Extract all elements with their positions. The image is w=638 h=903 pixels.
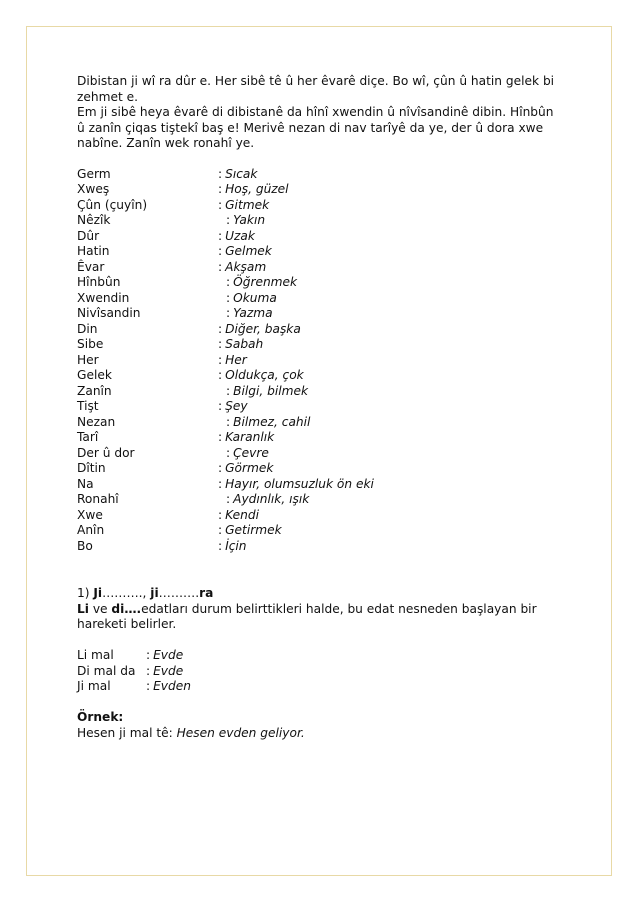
- vocab-row: [77, 523, 557, 539]
- vocab-row: [77, 167, 557, 183]
- vocab-definition: [218, 430, 274, 446]
- example-term: Li mal: [77, 648, 114, 662]
- example-title: Örnek:: [77, 710, 124, 724]
- vocab-row: [77, 508, 557, 524]
- vocab-term: Tarî: [77, 430, 99, 444]
- vocab-translation: Getirmek: [225, 523, 282, 537]
- vocab-separator: :: [218, 352, 223, 367]
- vocab-row: [77, 415, 557, 431]
- vocab-term: Êvar: [77, 259, 105, 274]
- vocab-definition: [218, 353, 247, 369]
- example-block: [77, 710, 557, 741]
- example-term: Ji mal: [77, 679, 111, 693]
- vocab-term: Xwe: [77, 507, 103, 522]
- example-translation: Evden: [153, 679, 191, 693]
- vocab-term: Nivîsandin: [77, 306, 141, 320]
- vocab-row: [77, 430, 557, 446]
- intro-line: zehmet e.: [77, 89, 139, 104]
- vocab-definition: [226, 213, 265, 229]
- vocab-definition: [226, 446, 269, 462]
- vocab-translation: Yazma: [233, 306, 273, 320]
- vocab-separator: :: [218, 538, 223, 553]
- vocab-separator: :: [226, 414, 231, 429]
- vocab-row: [77, 353, 557, 369]
- vocab-definition: [218, 461, 273, 477]
- vocab-translation: Her: [225, 352, 247, 367]
- vocab-separator: :: [226, 275, 231, 289]
- vocab-row: [77, 368, 557, 384]
- vocab-definition: [218, 244, 272, 260]
- vocab-definition: [226, 291, 277, 307]
- vocab-definition: [226, 492, 309, 508]
- vocabulary-list: [77, 167, 557, 555]
- vocab-definition: [218, 229, 255, 245]
- vocab-term: Çûn (çuyîn): [77, 197, 148, 212]
- vocab-term: Gelek: [77, 368, 112, 382]
- intro-line: Em ji sibê heya êvarê di dibistanê da hînî xwendin û nîvîsandinê dibin. Hînbûn: [77, 105, 554, 119]
- vocab-separator: :: [218, 523, 223, 537]
- intro-line: Dibistan ji wî ra dûr e. Her sibê tê û her êvarê diçe. Bo wî, çûn û hatin gelek bi: [77, 74, 555, 88]
- example-separator: :: [146, 679, 151, 693]
- vocab-definition: [218, 368, 304, 384]
- vocab-separator: :: [226, 213, 231, 227]
- example-row: [77, 648, 557, 664]
- vocab-translation: Uzak: [225, 228, 255, 243]
- vocab-row: [77, 461, 557, 477]
- vocab-translation: Hoş, güzel: [225, 182, 289, 196]
- vocab-term: Her: [77, 352, 99, 367]
- vocab-definition: [218, 322, 301, 338]
- vocab-term: Zanîn: [77, 383, 112, 398]
- vocab-row: [77, 213, 557, 229]
- grammar-section: [77, 586, 557, 741]
- vocab-row: [77, 306, 557, 322]
- vocab-separator: :: [218, 399, 223, 413]
- vocab-row: [77, 384, 557, 400]
- vocab-definition: [218, 167, 257, 183]
- section-description: Li ve di….edatları durum belirttikleri halde, bu edat nesneden başlayan bir: [77, 601, 537, 616]
- vocab-translation: İçin: [225, 538, 247, 553]
- vocab-row: [77, 275, 557, 291]
- vocab-term: Din: [77, 321, 98, 336]
- example-translation: Evde: [153, 648, 184, 662]
- vocab-definition: [226, 306, 273, 322]
- example-list: [77, 648, 557, 695]
- vocab-row: [77, 477, 557, 493]
- vocab-row: [77, 337, 557, 353]
- vocab-translation: Sabah: [225, 337, 264, 351]
- intro-line: û zanîn çiqas tiştekî baş e! Merivê nezan di nav tarîyê da ye, der û dora xwe: [77, 120, 544, 135]
- vocab-separator: :: [218, 244, 223, 258]
- vocab-translation: Gitmek: [225, 197, 270, 212]
- vocab-separator: :: [218, 197, 223, 212]
- vocab-row: [77, 322, 557, 338]
- vocab-separator: :: [218, 461, 223, 475]
- vocab-term: Xweş: [77, 182, 110, 196]
- example-definition: [146, 679, 191, 695]
- vocab-term: Xwendin: [77, 290, 130, 305]
- vocab-term: Anîn: [77, 523, 105, 537]
- vocab-translation: Görmek: [225, 461, 274, 475]
- vocab-term: Hatin: [77, 244, 110, 258]
- vocab-term: Der û dor: [77, 445, 135, 460]
- vocab-translation: Yakın: [233, 213, 266, 227]
- vocab-translation: Okuma: [233, 290, 277, 305]
- vocab-translation: Çevre: [233, 445, 269, 460]
- example-translation: Evde: [153, 663, 184, 678]
- vocab-translation: Şey: [225, 399, 248, 413]
- vocab-separator: :: [218, 166, 223, 181]
- vocab-row: [77, 229, 557, 245]
- intro-line: nabîne. Zanîn wek ronahî ye.: [77, 136, 255, 150]
- vocab-row: [77, 446, 557, 462]
- vocab-definition: [226, 275, 297, 291]
- vocab-separator: :: [218, 368, 223, 382]
- vocab-translation: Hayır, olumsuzluk ön eki: [225, 476, 374, 491]
- section-description: hareketi belirler.: [77, 617, 177, 631]
- vocab-separator: :: [226, 306, 231, 320]
- vocab-translation: Oldukça, çok: [225, 368, 304, 382]
- vocab-definition: [218, 523, 282, 539]
- vocab-definition: [218, 198, 269, 214]
- vocab-separator: :: [218, 337, 223, 351]
- vocab-term: Nêzîk: [77, 213, 111, 227]
- vocab-term: Bo: [77, 538, 93, 553]
- vocab-term: Sibe: [77, 337, 104, 351]
- example-row: [77, 664, 557, 680]
- vocab-term: Germ: [77, 166, 111, 181]
- vocab-translation: Diğer, başka: [225, 321, 301, 336]
- vocab-definition: [226, 415, 310, 431]
- vocab-translation: Akşam: [225, 259, 267, 274]
- vocab-translation: Aydınlık, ışık: [233, 492, 310, 506]
- vocab-term: Na: [77, 476, 94, 491]
- example-separator: :: [146, 648, 151, 662]
- vocab-definition: [226, 384, 308, 400]
- vocab-translation: Bilgi, bilmek: [233, 383, 309, 398]
- vocab-separator: :: [218, 321, 223, 336]
- example-separator: :: [146, 663, 151, 678]
- intro-paragraph: [77, 74, 557, 152]
- vocab-separator: :: [226, 383, 231, 398]
- vocab-term: Nezan: [77, 414, 116, 429]
- vocab-separator: :: [218, 228, 223, 243]
- vocab-row: [77, 539, 557, 555]
- example-term: Di mal da: [77, 663, 136, 678]
- vocab-term: Tişt: [77, 399, 99, 413]
- vocab-separator: :: [226, 290, 231, 305]
- vocab-term: Hînbûn: [77, 275, 121, 289]
- example-row: [77, 679, 557, 695]
- section-heading: 1) Ji………., ji……….ra: [77, 586, 214, 600]
- example-definition: [146, 664, 183, 680]
- vocab-translation: Kendi: [225, 507, 260, 522]
- vocab-row: [77, 399, 557, 415]
- document-content: [77, 74, 557, 741]
- vocab-definition: [218, 260, 266, 276]
- vocab-translation: Bilmez, cahil: [233, 414, 311, 429]
- vocab-translation: Karanlık: [225, 430, 275, 444]
- vocab-definition: [218, 182, 289, 198]
- vocab-definition: [218, 508, 259, 524]
- vocab-row: [77, 492, 557, 508]
- vocab-row: [77, 198, 557, 214]
- vocab-term: Ronahî: [77, 492, 119, 506]
- vocab-row: [77, 244, 557, 260]
- vocab-separator: :: [226, 492, 231, 506]
- vocab-translation: Öğrenmek: [233, 275, 298, 289]
- vocab-separator: :: [218, 476, 223, 491]
- vocab-term: Dîtin: [77, 461, 106, 475]
- vocab-translation: Sıcak: [225, 166, 258, 181]
- vocab-definition: [218, 539, 247, 555]
- example-definition: [146, 648, 183, 664]
- vocab-separator: :: [218, 259, 223, 274]
- vocab-row: [77, 291, 557, 307]
- vocab-definition: [218, 337, 263, 353]
- vocab-row: [77, 260, 557, 276]
- vocab-row: [77, 182, 557, 198]
- vocab-separator: :: [218, 182, 223, 196]
- vocab-term: Dûr: [77, 228, 100, 243]
- vocab-separator: :: [226, 445, 231, 460]
- vocab-translation: Gelmek: [225, 244, 272, 258]
- vocab-definition: [218, 399, 248, 415]
- vocab-separator: :: [218, 430, 223, 444]
- example-sentence: Hesen ji mal tê: Hesen evden geliyor.: [77, 725, 305, 740]
- vocab-separator: :: [218, 507, 223, 522]
- vocab-definition: [218, 477, 374, 493]
